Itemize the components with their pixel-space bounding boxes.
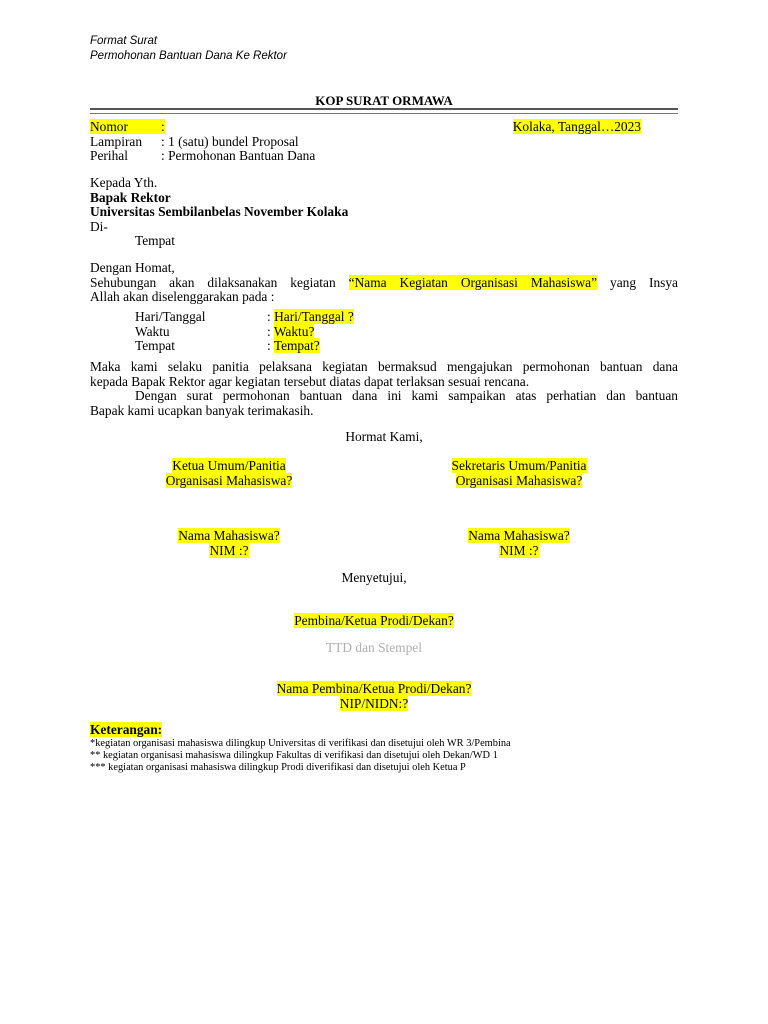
intro-pre: Sehubungan akan dilaksanakan kegiatan — [90, 274, 336, 290]
detail-label: Tempat — [135, 338, 175, 353]
detail-row — [135, 339, 354, 354]
meta-lampiran-label: Lampiran — [90, 133, 143, 149]
letter-date-text: Kolaka, Tanggal…2023 — [512, 119, 641, 134]
signer-right-name-block — [409, 529, 629, 558]
recipient-kepada: Kepada Yth. — [90, 175, 158, 190]
signer-left-nim: NIM :? — [209, 542, 249, 558]
signer-left-title-2: Organisasi Mahasiswa? — [165, 472, 293, 488]
meta-lampiran-row — [90, 135, 315, 150]
detail-sep: : — [267, 338, 274, 353]
note-item: ** kegiatan organisasi mahasiswa dilingkup Fakultas di verifikasi dan disetujui oleh Dekan/WD 1 — [90, 749, 498, 761]
meta-perihal-value: : Permohonan Bantuan Dana — [161, 148, 316, 163]
kop-divider — [90, 108, 678, 114]
detail-label: Waktu — [135, 323, 170, 339]
recipient-di: Di- — [90, 218, 108, 234]
approval-title-row — [90, 614, 658, 629]
detail-sep: : — [267, 323, 274, 339]
signer-right-title-1: Sekretaris Umum/Panitia — [451, 458, 587, 473]
approval-name: Nama Pembina/Ketua Prodi/Dekan? — [276, 681, 472, 696]
meta-perihal-row — [90, 149, 315, 164]
kop-title: KOP SURAT ORMAWA — [315, 93, 453, 108]
body-intro — [90, 261, 678, 305]
signer-left-name-block — [119, 529, 339, 558]
intro-line-1 — [90, 276, 678, 291]
detail-value: Waktu? — [273, 323, 315, 339]
signer-right-title-2: Organisasi Mahasiswa? — [455, 472, 583, 488]
approval-title: Pembina/Ketua Prodi/Dekan? — [294, 613, 454, 628]
document-header — [90, 34, 287, 64]
letter-meta — [90, 120, 315, 164]
header-line-1: Format Surat — [90, 35, 158, 47]
detail-row — [135, 310, 354, 325]
detail-sep: : — [267, 309, 275, 324]
meta-nomor-value: : — [161, 119, 165, 134]
signer-left-title — [119, 459, 339, 488]
recipient-name: Bapak Rektor — [90, 189, 171, 205]
meta-perihal-label: Perihal — [90, 148, 128, 163]
signer-right-title — [409, 459, 629, 488]
detail-row — [135, 325, 354, 340]
signer-right-name: Nama Mahasiswa? — [468, 528, 570, 543]
detail-value: Tempat? — [273, 338, 320, 353]
note-item: *kegiatan organisasi mahasiswa dilingkup Universitas di verifikasi dan disetujui oleh WR 3/Pembina — [90, 737, 511, 749]
intro-event-name: “Nama Kegiatan Organisasi Mahasiswa” — [348, 274, 598, 290]
meta-nomor-row — [90, 120, 315, 135]
note-item: *** kegiatan organisasi mahasiswa dilingkup Prodi diverifikasi dan disetujui oleh Ketua P — [90, 761, 466, 773]
intro-line-2: Allah akan diselenggarakan pada : — [90, 289, 275, 304]
approval-nip: NIP/NIDN:? — [339, 695, 409, 711]
meta-lampiran-value: : 1 (satu) bundel Proposal — [161, 133, 299, 149]
body-paragraphs — [90, 360, 678, 418]
closing: Hormat Kami, — [345, 429, 423, 444]
header-line-2: Permohonan Bantuan Dana Ke Rektor — [90, 50, 287, 62]
intro-post: yang Insya — [610, 274, 679, 290]
approval-name-block — [90, 682, 658, 711]
meta-nomor-label: Nomor — [90, 119, 128, 134]
signer-left-name: Nama Mahasiswa? — [178, 528, 280, 543]
detail-value: Hari/Tanggal ? — [274, 309, 354, 324]
approval-label: Menyetujui, — [341, 570, 407, 585]
para1-line-1: Maka kami selaku panitia pelaksana kegiatan bermaksud mengajukan permohonan bantuan dana — [90, 359, 678, 374]
signer-left-title-1: Ketua Umum/Panitia — [172, 458, 286, 473]
recipient-institution: Universitas Sembilanbelas November Kolaka — [90, 204, 349, 219]
signer-right-nim: NIM :? — [499, 542, 539, 558]
detail-label: Hari/Tanggal — [135, 309, 206, 324]
recipient-block — [90, 176, 348, 249]
letter-date — [513, 120, 641, 135]
notes-title: Keterangan: — [90, 722, 163, 737]
para2-line-1: Dengan surat permohonan bantuan dana ini kami sampaikan atas perhatian dan bantuan — [135, 388, 678, 403]
para2-line-2: Bapak kami ucapkan banyak terimakasih. — [90, 402, 314, 418]
stamp-placeholder: TTD dan Stempel — [326, 640, 422, 655]
para1-line-2: kepada Bapak Rektor agar kegiatan tersebut diatas dapat terlaksan sesuai rencana. — [90, 373, 530, 389]
recipient-tempat: Tempat — [135, 233, 175, 248]
notes-block — [90, 723, 511, 774]
event-details — [135, 310, 354, 354]
greeting: Dengan Homat, — [90, 260, 175, 275]
